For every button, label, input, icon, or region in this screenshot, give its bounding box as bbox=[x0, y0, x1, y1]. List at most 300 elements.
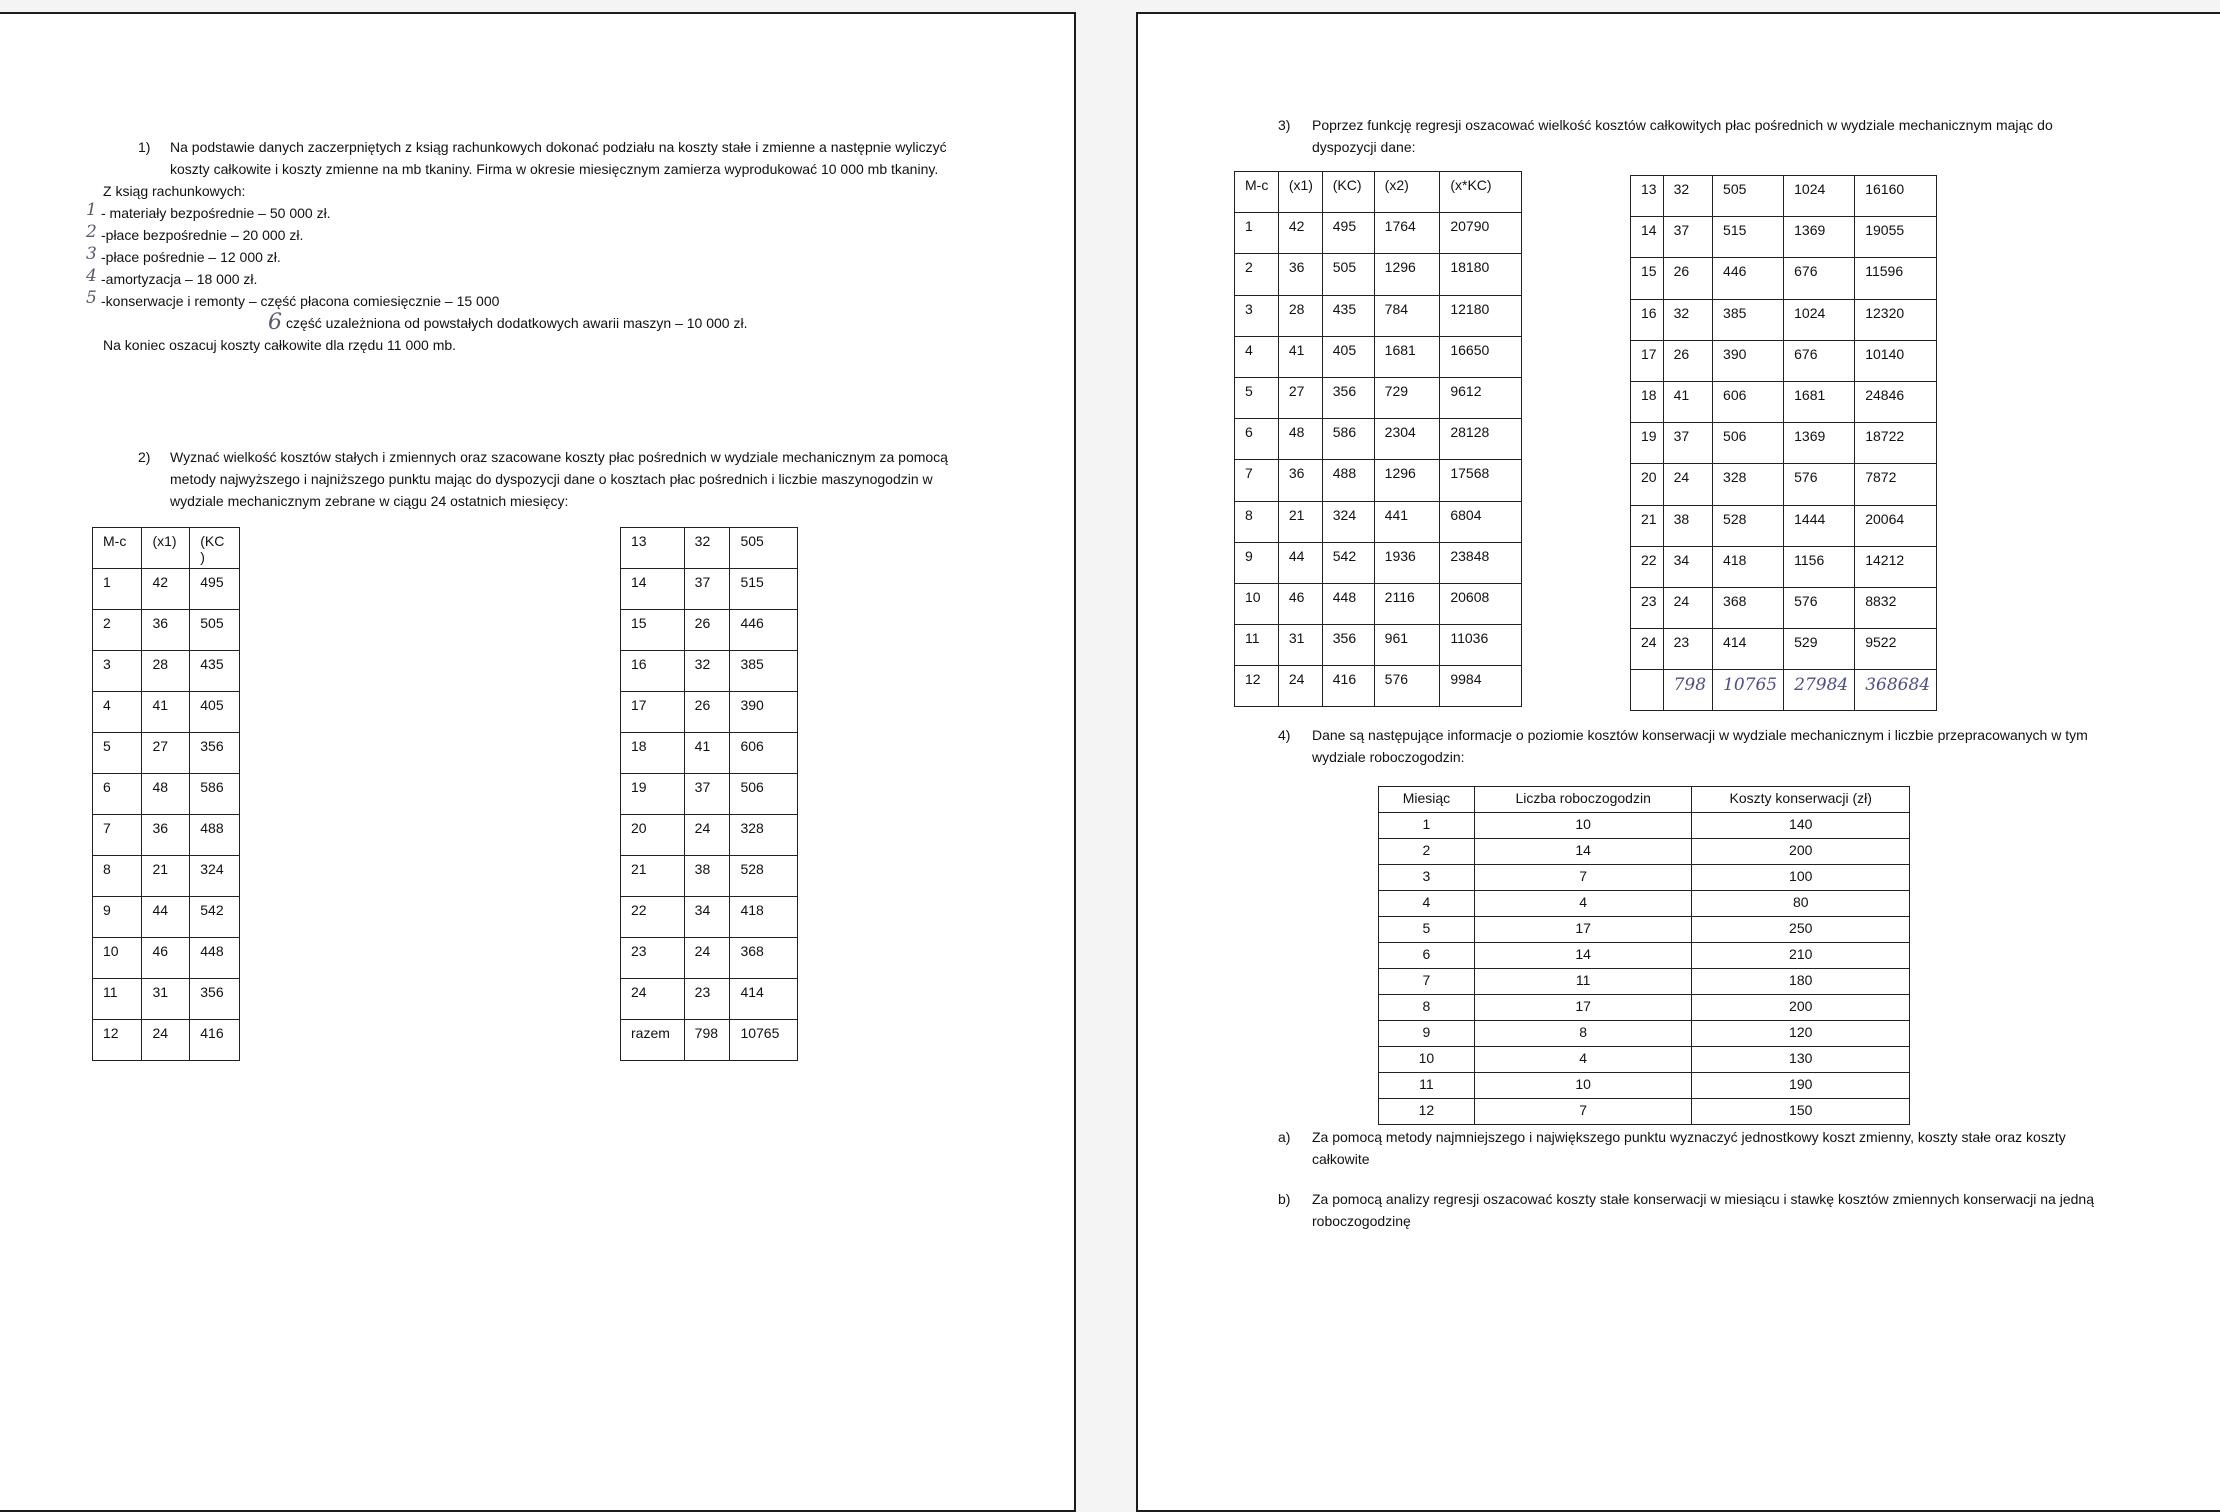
table-cell: 21 bbox=[621, 856, 685, 897]
table-cell: 441 bbox=[1374, 501, 1440, 542]
table-cell: 41 bbox=[142, 692, 190, 733]
table-cell: 405 bbox=[1322, 336, 1374, 377]
table-cell: 435 bbox=[190, 651, 240, 692]
table-cell: 48 bbox=[142, 774, 190, 815]
task2-table-a bbox=[92, 527, 240, 1061]
table-row bbox=[1379, 917, 1910, 943]
table-row bbox=[93, 651, 240, 692]
table-cell: 28 bbox=[142, 651, 190, 692]
table-cell: 1936 bbox=[1374, 542, 1440, 583]
table-row bbox=[1235, 625, 1522, 666]
table-cell: 6 bbox=[93, 774, 142, 815]
table-row bbox=[93, 979, 240, 1020]
table-cell: 1 bbox=[1235, 213, 1279, 254]
table-cell: 26 bbox=[684, 692, 730, 733]
table-cell: 542 bbox=[1322, 542, 1374, 583]
table-cell: 418 bbox=[730, 897, 798, 938]
table-cell: 9 bbox=[1379, 1021, 1475, 1047]
table-cell: 38 bbox=[684, 856, 730, 897]
table-cell: 21 bbox=[142, 856, 190, 897]
table-cell: 4 bbox=[93, 692, 142, 733]
table-cell: 12 bbox=[93, 1020, 142, 1061]
table-cell: 10 bbox=[1474, 1073, 1692, 1099]
table-cell: 17 bbox=[1631, 340, 1664, 381]
table-cell: 140 bbox=[1692, 813, 1910, 839]
table-cell: 1024 bbox=[1784, 176, 1855, 217]
table-cell: 34 bbox=[1663, 546, 1712, 587]
table-cell: 32 bbox=[1663, 176, 1712, 217]
table-cell: 27 bbox=[142, 733, 190, 774]
table-cell: 14212 bbox=[1855, 546, 1937, 587]
table-cell: 4 bbox=[1474, 1047, 1692, 1073]
table-cell: 7 bbox=[1235, 460, 1279, 501]
table-row bbox=[621, 569, 798, 610]
task1-line1: Na podstawie danych zaczerpniętych z ksiąg rachunkowych dokonać podziału na koszty stałe i zmienne a następnie wyliczyć bbox=[170, 139, 947, 155]
table-row bbox=[1235, 377, 1522, 418]
table-cell: 18 bbox=[1631, 381, 1664, 422]
table-cell: 80 bbox=[1692, 891, 1910, 917]
table-cell: 28 bbox=[1278, 295, 1322, 336]
table-row bbox=[1235, 583, 1522, 624]
table-row bbox=[1631, 629, 1937, 670]
table-row bbox=[1631, 217, 1937, 258]
table-cell: 17 bbox=[621, 692, 685, 733]
table-row bbox=[1235, 213, 1522, 254]
table-cell: 446 bbox=[730, 610, 798, 651]
table-cell: 2304 bbox=[1374, 419, 1440, 460]
table-cell: 448 bbox=[190, 938, 240, 979]
column-header: Koszty konserwacji (zł) bbox=[1692, 787, 1910, 813]
table-cell: 24 bbox=[684, 815, 730, 856]
table-row bbox=[621, 815, 798, 856]
table-cell: 798 bbox=[1663, 670, 1712, 711]
table-cell: 27 bbox=[1278, 377, 1322, 418]
table-cell: 24846 bbox=[1855, 381, 1937, 422]
table-row-total bbox=[1631, 670, 1937, 711]
table-cell: 1296 bbox=[1374, 460, 1440, 501]
table-cell: 2116 bbox=[1374, 583, 1440, 624]
table-row bbox=[1631, 299, 1937, 340]
table-cell: 10 bbox=[1474, 813, 1692, 839]
table-cell: 5 bbox=[1379, 917, 1475, 943]
table-cell: 18180 bbox=[1440, 254, 1522, 295]
task1-item1: - materiały bezpośrednie – 50 000 zł. bbox=[101, 205, 331, 221]
table-row bbox=[621, 610, 798, 651]
column-header: (x*KC) bbox=[1440, 172, 1522, 213]
column-header: (x1) bbox=[142, 528, 190, 569]
table-row bbox=[1379, 1073, 1910, 1099]
table-cell: 36 bbox=[142, 815, 190, 856]
table-cell: 15 bbox=[1631, 258, 1664, 299]
table-cell: 2 bbox=[1235, 254, 1279, 295]
table-row bbox=[1631, 464, 1937, 505]
table-cell: 495 bbox=[190, 569, 240, 610]
table-cell: 6 bbox=[1379, 943, 1475, 969]
table-cell: 8 bbox=[1379, 995, 1475, 1021]
table-cell: 368 bbox=[1713, 587, 1784, 628]
table-cell: 13 bbox=[1631, 176, 1664, 217]
table-row bbox=[1379, 995, 1910, 1021]
table-cell: 9984 bbox=[1440, 666, 1522, 707]
table-row bbox=[1379, 943, 1910, 969]
table-cell: 41 bbox=[1663, 381, 1712, 422]
task4-line2: wydziale roboczogodzin: bbox=[1312, 749, 1465, 765]
table-row bbox=[1379, 865, 1910, 891]
table-row bbox=[621, 651, 798, 692]
table-cell: 28128 bbox=[1440, 419, 1522, 460]
table-cell: 1156 bbox=[1784, 546, 1855, 587]
table-cell: 328 bbox=[730, 815, 798, 856]
table-cell: 23848 bbox=[1440, 542, 1522, 583]
table-cell: 1024 bbox=[1784, 299, 1855, 340]
table-row bbox=[1379, 1021, 1910, 1047]
table-row bbox=[1235, 666, 1522, 707]
task4-table bbox=[1378, 786, 1910, 1125]
table-cell: 356 bbox=[190, 733, 240, 774]
table-cell: 18 bbox=[621, 733, 685, 774]
table-row-total bbox=[621, 1020, 798, 1061]
table-row bbox=[93, 815, 240, 856]
table-cell: 4 bbox=[1474, 891, 1692, 917]
table-cell: 798 bbox=[684, 1020, 730, 1061]
table-cell: 8 bbox=[1474, 1021, 1692, 1047]
table-cell: 31 bbox=[142, 979, 190, 1020]
task2-line2: metody najwyższego i najniższego punktu mając do dyspozycji dane o kosztach płac pośrednich i liczbie maszynogodzin w bbox=[170, 471, 933, 487]
table-cell: 12 bbox=[1379, 1099, 1475, 1125]
table-row bbox=[621, 938, 798, 979]
table-cell: 22 bbox=[1631, 546, 1664, 587]
table-cell: 2 bbox=[1379, 839, 1475, 865]
table-row bbox=[1235, 542, 1522, 583]
table-row bbox=[1379, 969, 1910, 995]
column-header: M-c bbox=[93, 528, 142, 569]
table-cell: 7 bbox=[1474, 865, 1692, 891]
table-cell: 14 bbox=[1474, 839, 1692, 865]
table-cell: 586 bbox=[1322, 419, 1374, 460]
table-cell: 38 bbox=[1663, 505, 1712, 546]
task4-a-line2: całkowite bbox=[1312, 1151, 1370, 1167]
table-cell: 16 bbox=[1631, 299, 1664, 340]
table-cell: 328 bbox=[1713, 464, 1784, 505]
task4-b-line1: Za pomocą analizy regresji oszacować koszty stałe konserwacji w miesiącu i stawkę kosztów zmiennych konserwacji na jedną bbox=[1312, 1191, 2094, 1207]
table-cell: 13 bbox=[621, 528, 685, 569]
table-cell: 8 bbox=[1235, 501, 1279, 542]
table-cell: 9522 bbox=[1855, 629, 1937, 670]
table-cell: 36 bbox=[1278, 460, 1322, 501]
table-cell: 586 bbox=[190, 774, 240, 815]
table-cell: 1369 bbox=[1784, 423, 1855, 464]
task4-a-line1: Za pomocą metody najmniejszego i największego punktu wyznaczyć jednostkowy koszt zmienny, koszty stałe oraz koszty bbox=[1312, 1129, 2066, 1145]
table-cell: 5 bbox=[1235, 377, 1279, 418]
table-cell bbox=[1631, 670, 1664, 711]
table-cell: 7 bbox=[1379, 969, 1475, 995]
table-cell: 23 bbox=[1631, 587, 1664, 628]
table-cell: 10 bbox=[1379, 1047, 1475, 1073]
table-cell: 42 bbox=[1278, 213, 1322, 254]
table-cell: 11596 bbox=[1855, 258, 1937, 299]
table-cell: 20 bbox=[621, 815, 685, 856]
table-cell: 44 bbox=[142, 897, 190, 938]
table-cell: 7872 bbox=[1855, 464, 1937, 505]
table-cell: 37 bbox=[1663, 217, 1712, 258]
task1-item6: część uzależniona od powstałych dodatkowych awarii maszyn – 10 000 zł. bbox=[286, 315, 748, 331]
table-cell: 1444 bbox=[1784, 505, 1855, 546]
table-cell: 385 bbox=[730, 651, 798, 692]
table-cell: 368 bbox=[730, 938, 798, 979]
table-cell: 576 bbox=[1374, 666, 1440, 707]
table-cell: 17 bbox=[1474, 917, 1692, 943]
table-cell: 20608 bbox=[1440, 583, 1522, 624]
table-cell: 21 bbox=[1278, 501, 1322, 542]
table-cell: 606 bbox=[1713, 381, 1784, 422]
table-row bbox=[1631, 340, 1937, 381]
table-cell: 10765 bbox=[1713, 670, 1784, 711]
table-cell: 16160 bbox=[1855, 176, 1937, 217]
table-cell: 505 bbox=[190, 610, 240, 651]
table-cell: 17568 bbox=[1440, 460, 1522, 501]
table-cell: 23 bbox=[684, 979, 730, 1020]
table-cell: 5 bbox=[93, 733, 142, 774]
hand-mark-2: 2 bbox=[86, 222, 97, 242]
table-cell: 529 bbox=[1784, 629, 1855, 670]
table-row bbox=[1631, 176, 1937, 217]
task1-final: Na koniec oszacuj koszty całkowite dla rzędu 11 000 mb. bbox=[103, 337, 457, 353]
table-cell: 14 bbox=[621, 569, 685, 610]
table-row bbox=[621, 528, 798, 569]
table-cell: 515 bbox=[1713, 217, 1784, 258]
table-cell: 120 bbox=[1692, 1021, 1910, 1047]
table-cell: razem bbox=[621, 1020, 685, 1061]
task1-item3: -płace pośrednie – 12 000 zł. bbox=[101, 249, 281, 265]
table-cell: 488 bbox=[190, 815, 240, 856]
task2-number: 2) bbox=[138, 449, 151, 465]
table-row bbox=[93, 610, 240, 651]
table-row bbox=[93, 569, 240, 610]
column-header: M-c bbox=[1235, 172, 1279, 213]
table-cell: 542 bbox=[190, 897, 240, 938]
header-row bbox=[93, 528, 240, 569]
table-cell: 9 bbox=[93, 897, 142, 938]
table-row bbox=[621, 733, 798, 774]
table-cell: 390 bbox=[1713, 340, 1784, 381]
table-cell: 200 bbox=[1692, 995, 1910, 1021]
table-cell: 46 bbox=[1278, 583, 1322, 624]
table-cell: 16 bbox=[621, 651, 685, 692]
table-cell: 4 bbox=[1379, 891, 1475, 917]
column-header: (x1) bbox=[1278, 172, 1322, 213]
table-cell: 21 bbox=[1631, 505, 1664, 546]
table-cell: 17 bbox=[1474, 995, 1692, 1021]
table-cell: 32 bbox=[1663, 299, 1712, 340]
table-cell: 24 bbox=[684, 938, 730, 979]
task4-b-label: b) bbox=[1278, 1191, 1291, 1207]
table-cell: 27984 bbox=[1784, 670, 1855, 711]
table-cell: 10 bbox=[1235, 583, 1279, 624]
task4-number: 4) bbox=[1278, 727, 1291, 743]
table-cell: 9 bbox=[1235, 542, 1279, 583]
right-page bbox=[1136, 12, 2220, 1512]
column-header: Liczba roboczogodzin bbox=[1474, 787, 1692, 813]
table-cell: 385 bbox=[1713, 299, 1784, 340]
table-cell: 26 bbox=[1663, 340, 1712, 381]
hand-mark-6: 6 bbox=[268, 310, 282, 335]
table-cell: 7 bbox=[93, 815, 142, 856]
table-cell: 8 bbox=[93, 856, 142, 897]
task3-number: 3) bbox=[1278, 117, 1291, 133]
table-row bbox=[93, 897, 240, 938]
table-cell: 24 bbox=[142, 1020, 190, 1061]
table-cell: 250 bbox=[1692, 917, 1910, 943]
table-cell: 31 bbox=[1278, 625, 1322, 666]
table-cell: 390 bbox=[730, 692, 798, 733]
table-cell: 8832 bbox=[1855, 587, 1937, 628]
table-row bbox=[1235, 254, 1522, 295]
table-cell: 9612 bbox=[1440, 377, 1522, 418]
table-cell: 416 bbox=[190, 1020, 240, 1061]
table-cell: 180 bbox=[1692, 969, 1910, 995]
task2-line3: wydziale mechanicznym zebrane w ciągu 24 ostatnich miesięcy: bbox=[170, 493, 569, 509]
table-cell: 23 bbox=[1663, 629, 1712, 670]
table-cell: 12320 bbox=[1855, 299, 1937, 340]
table-cell: 190 bbox=[1692, 1073, 1910, 1099]
table-cell: 505 bbox=[1322, 254, 1374, 295]
table-cell: 22 bbox=[621, 897, 685, 938]
table-cell: 1369 bbox=[1784, 217, 1855, 258]
table-cell: 130 bbox=[1692, 1047, 1910, 1073]
table-row bbox=[1235, 295, 1522, 336]
table-cell: 26 bbox=[684, 610, 730, 651]
column-header: (KC ) bbox=[190, 528, 240, 569]
table-cell: 324 bbox=[1322, 501, 1374, 542]
table-cell: 24 bbox=[1663, 587, 1712, 628]
task4-a-label: a) bbox=[1278, 1129, 1291, 1145]
task1-intro: Z ksiąg rachunkowych: bbox=[103, 183, 246, 199]
table-cell: 515 bbox=[730, 569, 798, 610]
header-row bbox=[1235, 172, 1522, 213]
task3-table-a bbox=[1234, 171, 1522, 707]
table-row bbox=[93, 856, 240, 897]
table-row bbox=[1631, 505, 1937, 546]
table-cell: 3 bbox=[1379, 865, 1475, 891]
task4-line1: Dane są następujące informacje o poziomie kosztów konserwacji w wydziale mechanicznym i liczbie przepracowanych w tym bbox=[1312, 727, 2088, 743]
task1-line2: koszty całkowite i koszty zmienne na mb tkaniny. Firma w okresie miesięcznym zamierza wyprodukować 10 000 mb tkaniny. bbox=[170, 161, 939, 177]
table-cell: 11 bbox=[1474, 969, 1692, 995]
table-cell: 37 bbox=[1663, 423, 1712, 464]
table-cell: 10140 bbox=[1855, 340, 1937, 381]
table-cell: 1681 bbox=[1784, 381, 1855, 422]
table-cell: 14 bbox=[1474, 943, 1692, 969]
table-cell: 1681 bbox=[1374, 336, 1440, 377]
table-cell: 1 bbox=[93, 569, 142, 610]
table-cell: 24 bbox=[1663, 464, 1712, 505]
task4-b-line2: roboczogodzinę bbox=[1312, 1213, 1411, 1229]
table-row bbox=[1631, 546, 1937, 587]
table-cell: 18722 bbox=[1855, 423, 1937, 464]
table-cell: 414 bbox=[730, 979, 798, 1020]
table-cell: 20064 bbox=[1855, 505, 1937, 546]
table-cell: 41 bbox=[1278, 336, 1322, 377]
task2-line1: Wyznać wielkość kosztów stałych i zmiennych oraz szacowane koszty płac pośrednich w wydziale mechanicznym za pomocą bbox=[170, 449, 948, 465]
table-cell: 495 bbox=[1322, 213, 1374, 254]
table-cell: 14 bbox=[1631, 217, 1664, 258]
table-cell: 200 bbox=[1692, 839, 1910, 865]
table-cell: 19055 bbox=[1855, 217, 1937, 258]
table-cell: 416 bbox=[1322, 666, 1374, 707]
table-cell: 356 bbox=[1322, 377, 1374, 418]
table-cell: 4 bbox=[1235, 336, 1279, 377]
table-cell: 36 bbox=[142, 610, 190, 651]
table-cell: 24 bbox=[1631, 629, 1664, 670]
table-cell: 12 bbox=[1235, 666, 1279, 707]
table-cell: 356 bbox=[190, 979, 240, 1020]
table-cell: 405 bbox=[190, 692, 240, 733]
table-row bbox=[621, 856, 798, 897]
table-cell: 356 bbox=[1322, 625, 1374, 666]
table-cell: 11 bbox=[1235, 625, 1279, 666]
table-cell: 6804 bbox=[1440, 501, 1522, 542]
table-cell: 44 bbox=[1278, 542, 1322, 583]
table-cell: 10 bbox=[93, 938, 142, 979]
table-cell: 3 bbox=[1235, 295, 1279, 336]
table-cell: 448 bbox=[1322, 583, 1374, 624]
table-cell: 37 bbox=[684, 774, 730, 815]
hand-mark-3: 3 bbox=[86, 244, 97, 264]
table-row bbox=[1235, 501, 1522, 542]
table-cell: 676 bbox=[1784, 258, 1855, 299]
table-cell: 32 bbox=[684, 528, 730, 569]
table-row bbox=[621, 979, 798, 1020]
table-cell: 576 bbox=[1784, 464, 1855, 505]
table-cell: 20790 bbox=[1440, 213, 1522, 254]
task1-number: 1) bbox=[138, 139, 151, 155]
table-cell: 19 bbox=[621, 774, 685, 815]
table-cell: 7 bbox=[1474, 1099, 1692, 1125]
table-row bbox=[1379, 839, 1910, 865]
table-row bbox=[1379, 813, 1910, 839]
table-row bbox=[621, 692, 798, 733]
table-cell: 20 bbox=[1631, 464, 1664, 505]
table-cell: 676 bbox=[1784, 340, 1855, 381]
table-cell: 24 bbox=[621, 979, 685, 1020]
table-cell: 48 bbox=[1278, 419, 1322, 460]
table-cell: 729 bbox=[1374, 377, 1440, 418]
table-row bbox=[1379, 1047, 1910, 1073]
table-cell: 12180 bbox=[1440, 295, 1522, 336]
table-cell: 210 bbox=[1692, 943, 1910, 969]
table-row bbox=[621, 774, 798, 815]
column-header: Miesiąc bbox=[1379, 787, 1475, 813]
table-row bbox=[93, 938, 240, 979]
table-row bbox=[1379, 891, 1910, 917]
table-cell: 3 bbox=[93, 651, 142, 692]
table-cell: 11 bbox=[93, 979, 142, 1020]
table-cell: 6 bbox=[1235, 419, 1279, 460]
table-cell: 505 bbox=[730, 528, 798, 569]
table-row bbox=[1235, 336, 1522, 377]
table-row bbox=[93, 1020, 240, 1061]
table-cell: 528 bbox=[1713, 505, 1784, 546]
table-cell: 23 bbox=[621, 938, 685, 979]
table-row bbox=[93, 733, 240, 774]
task3-table-b bbox=[1630, 175, 1937, 711]
table-cell: 100 bbox=[1692, 865, 1910, 891]
table-row bbox=[93, 692, 240, 733]
hand-mark-4: 4 bbox=[86, 266, 97, 286]
table-cell: 37 bbox=[684, 569, 730, 610]
hand-mark-5: 5 bbox=[86, 288, 97, 308]
table-cell: 150 bbox=[1692, 1099, 1910, 1125]
table-cell: 42 bbox=[142, 569, 190, 610]
